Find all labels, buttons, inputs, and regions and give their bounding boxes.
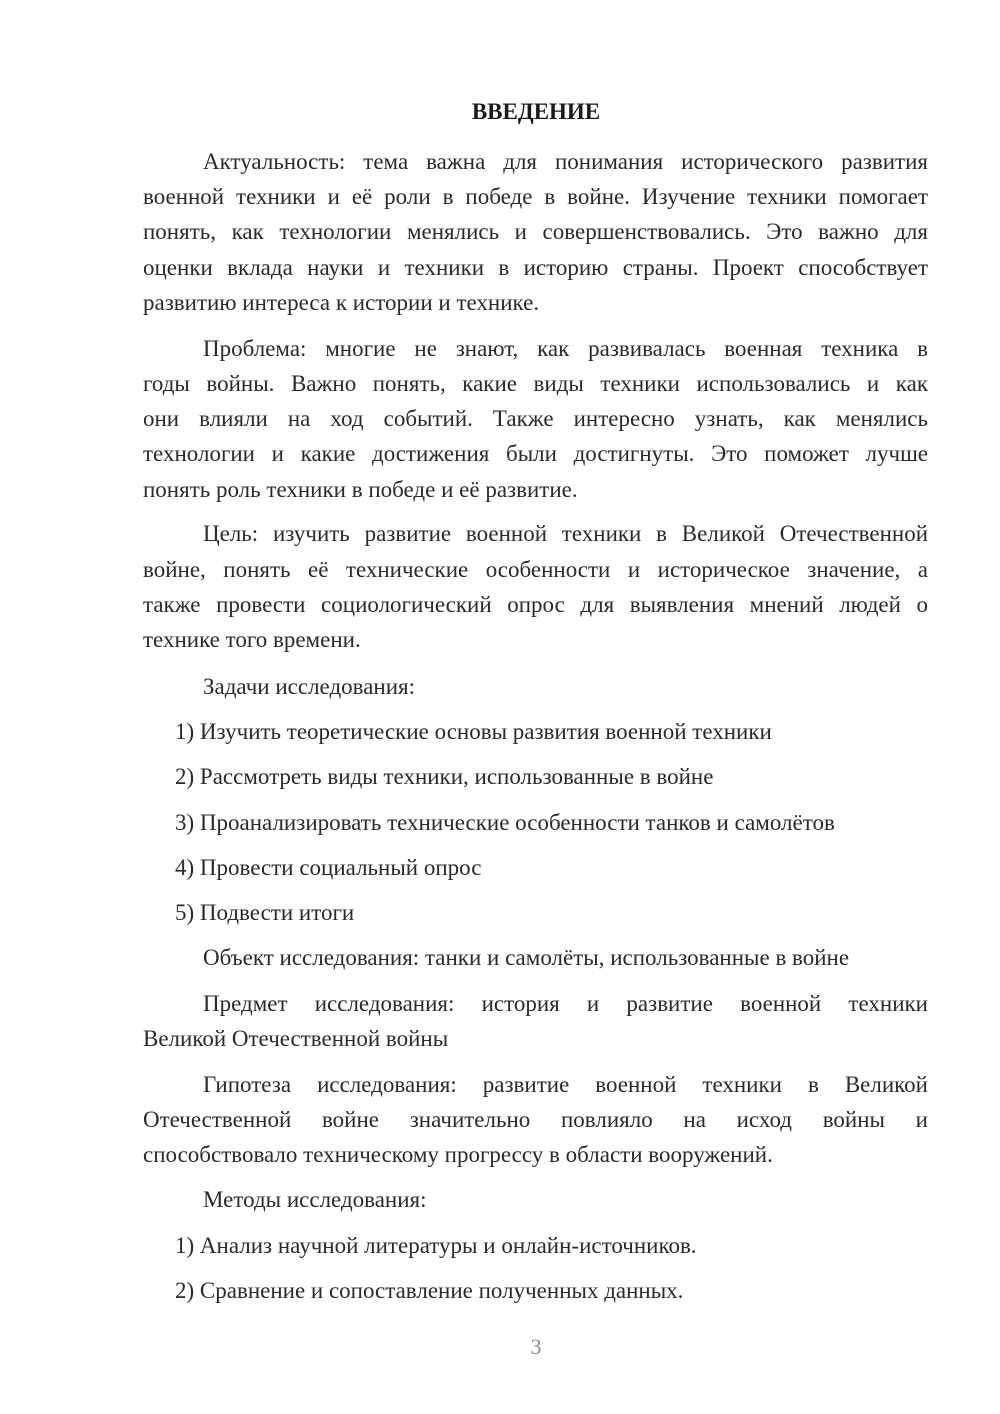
paragraph-line: Проблема: многие не знают, как развивалась военная техника в bbox=[203, 336, 928, 361]
tasks-heading: Задачи исследования: bbox=[203, 674, 416, 699]
paragraph-line: Отечественной войне значительно повлияло на исход войны и bbox=[143, 1107, 928, 1132]
paragraph-line: военной техники и её роли в победе в войне. Изучение техники помогает bbox=[143, 184, 928, 209]
paragraph-line: Актуальность: тема важна для понимания исторического развития bbox=[203, 149, 928, 174]
page-number: 3 bbox=[530, 1334, 542, 1359]
list-item: 1) Изучить теоретические основы развития военной техники bbox=[175, 719, 772, 744]
paragraph-line: Цель: изучить развитие военной техники в Великой Отечественной bbox=[203, 521, 928, 546]
paragraph-line: Предмет исследования: история и развитие военной техники bbox=[203, 991, 928, 1016]
page-title: ВВЕДЕНИЕ bbox=[471, 99, 601, 124]
paragraph-line: развитию интереса к истории и технике. bbox=[143, 290, 540, 315]
paragraph-line: способствовало техническому прогрессу в области вооружений. bbox=[143, 1142, 773, 1167]
paragraph-line: понять роль техники в победе и её развитие. bbox=[143, 477, 578, 502]
list-item: 5) Подвести итоги bbox=[175, 900, 355, 925]
list-item: 2) Сравнение и сопоставление полученных данных. bbox=[175, 1278, 684, 1303]
paragraph-line: войне, понять её технические особенности и историческое значение, а bbox=[143, 557, 928, 582]
paragraph-line: понять, как технологии менялись и совершенствовались. Это важно для bbox=[143, 219, 928, 244]
list-item: 1) Анализ научной литературы и онлайн-источников. bbox=[175, 1233, 697, 1258]
list-item: 2) Рассмотреть виды техники, использованные в войне bbox=[175, 764, 714, 789]
list-item: 4) Провести социальный опрос bbox=[175, 855, 482, 880]
object-paragraph: Объект исследования: танки и самолёты, использованные в войне bbox=[203, 945, 850, 970]
paragraph-line: технике того времени. bbox=[143, 627, 361, 652]
paragraph-line: Великой Отечественной войны bbox=[143, 1026, 449, 1051]
paragraph-line: оценки вклада науки и техники в историю страны. Проект способствует bbox=[143, 255, 928, 280]
paragraph-line: годы войны. Важно понять, какие виды техники использовались и как bbox=[143, 371, 928, 396]
paragraph-line: они влияли на ход событий. Также интересно узнать, как менялись bbox=[143, 406, 928, 431]
paragraph-line: технологии и какие достижения были достигнуты. Это поможет лучше bbox=[143, 441, 928, 466]
paragraph-line: также провести социологический опрос для выявления мнений людей о bbox=[143, 592, 928, 617]
paragraph-line: Гипотеза исследования: развитие военной техники в Великой bbox=[203, 1072, 928, 1097]
methods-heading: Методы исследования: bbox=[203, 1187, 427, 1212]
list-item: 3) Проанализировать технические особенности танков и самолётов bbox=[175, 810, 835, 835]
